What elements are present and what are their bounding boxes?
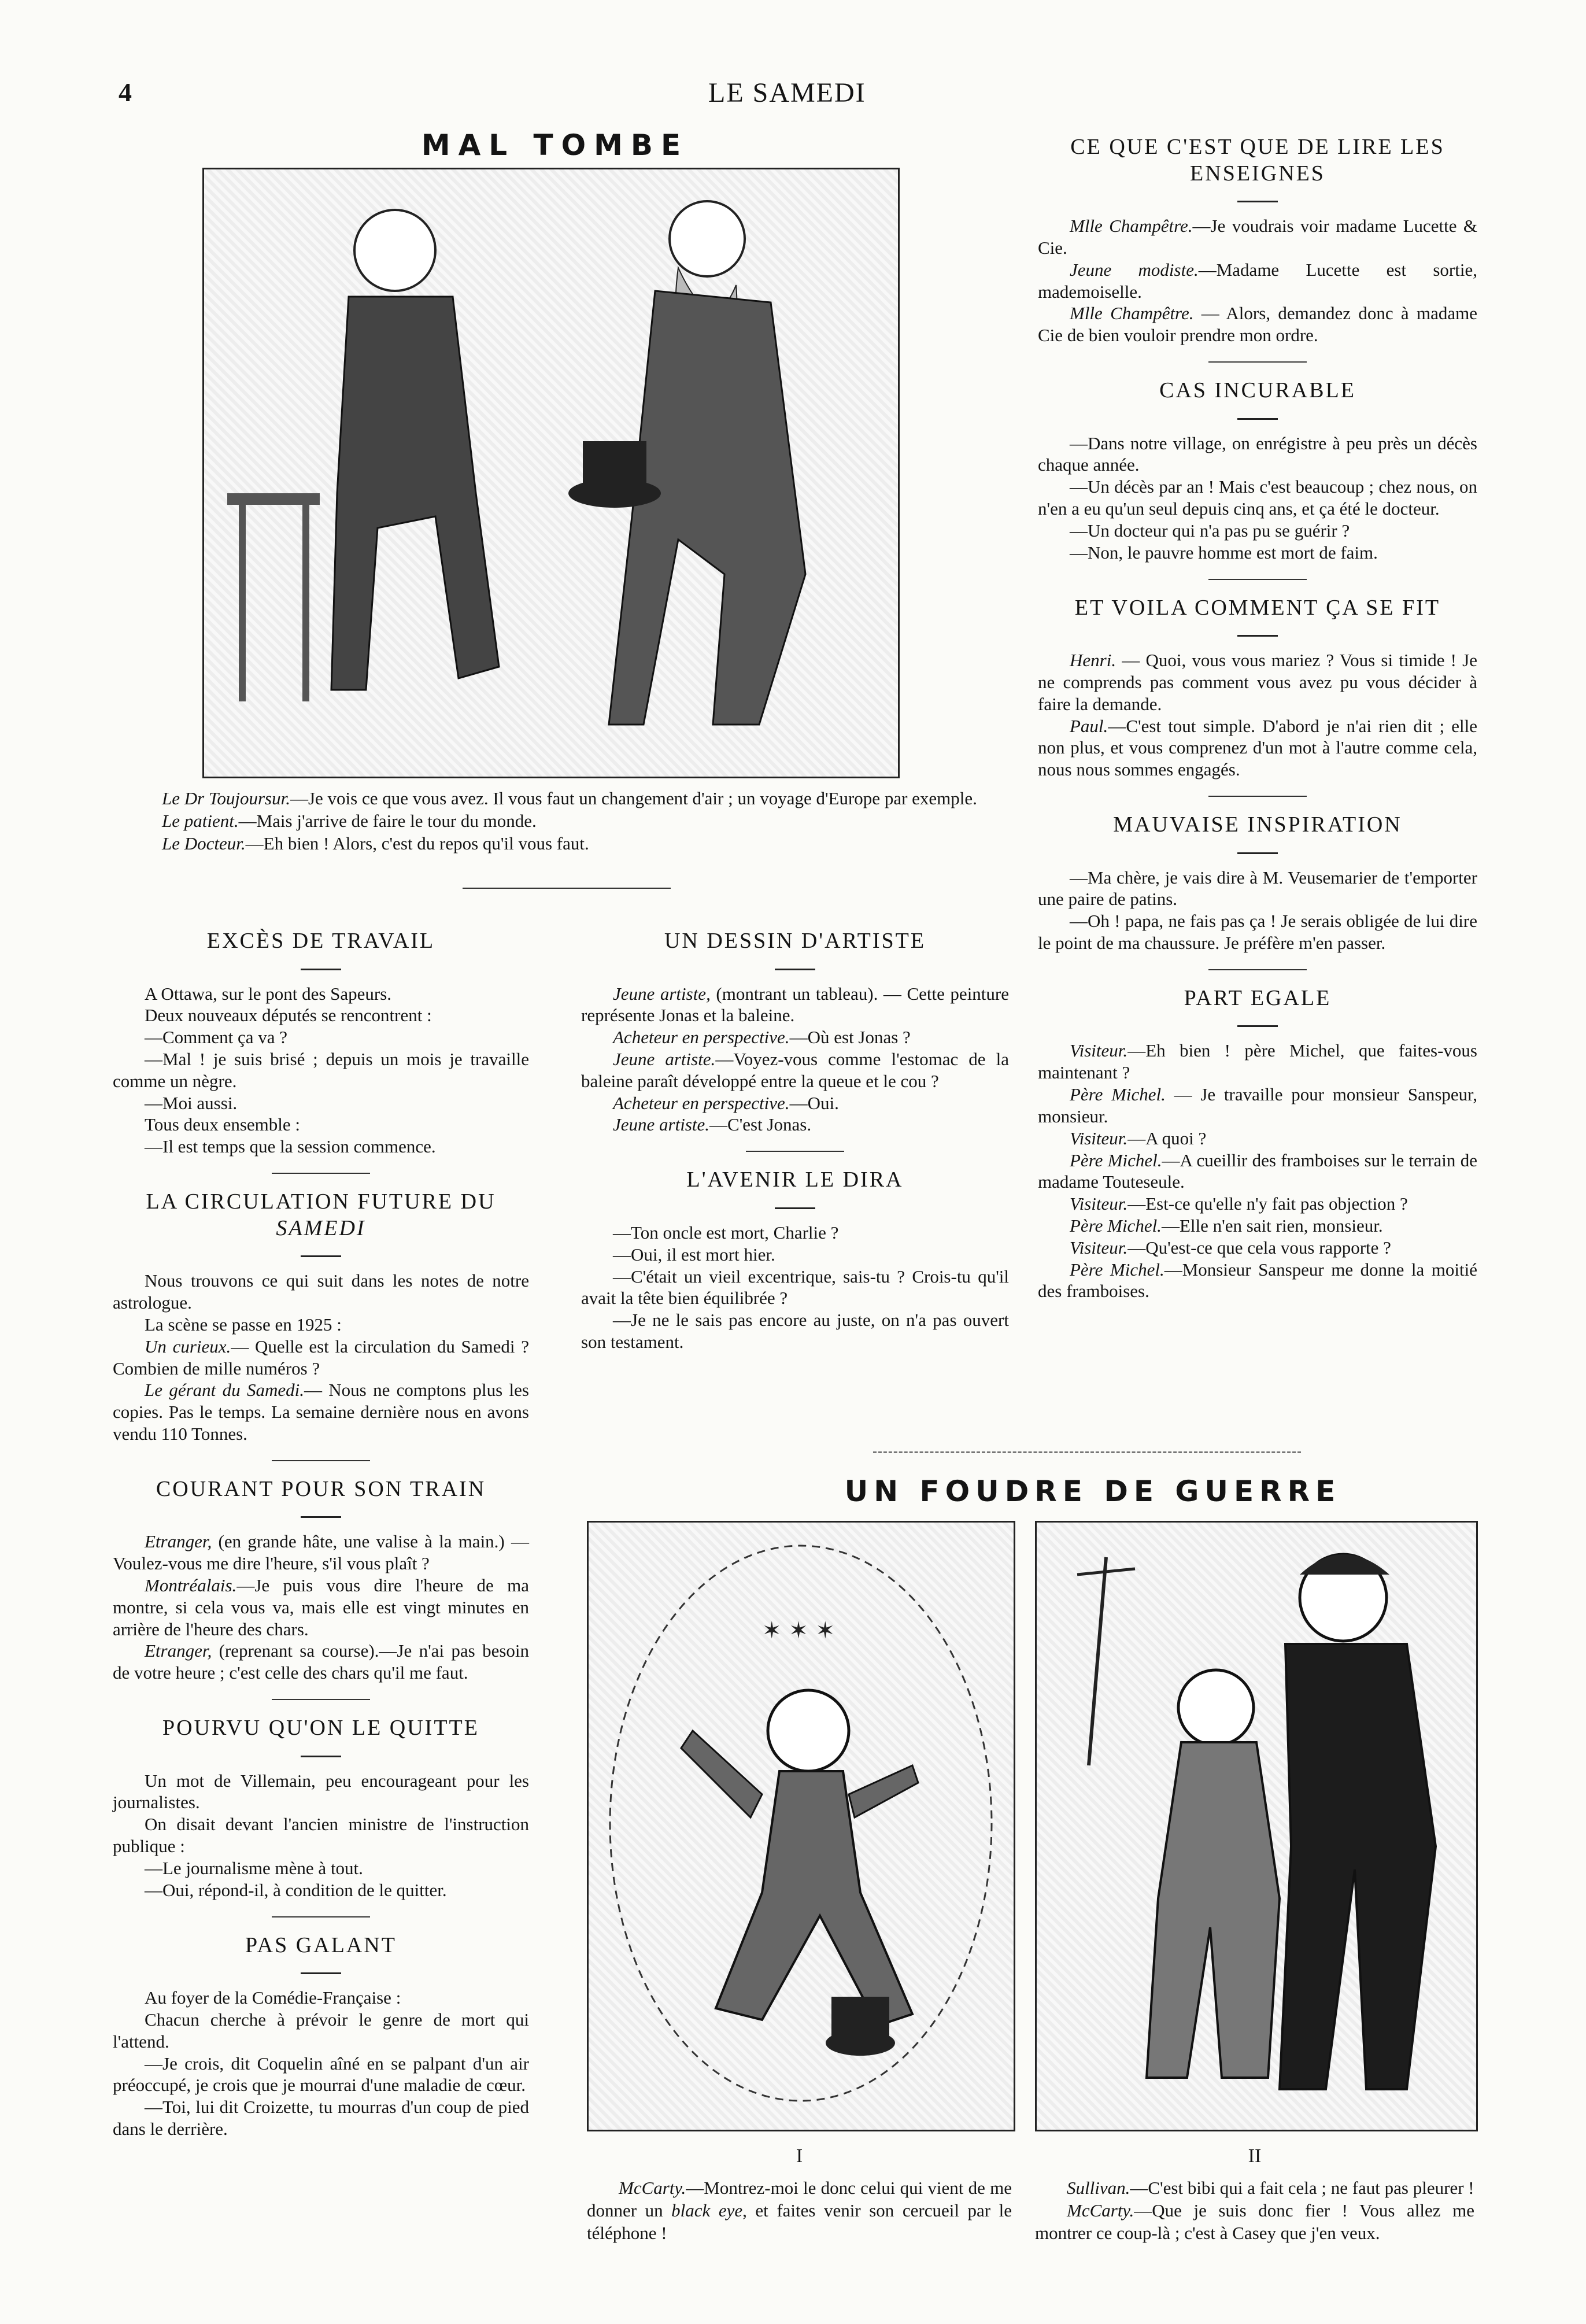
dessin-body [581, 983, 1009, 1136]
text-line: Jeune artiste.—Voyez-vous comme l'estomac de la baleine paraît développé entre la queue et le cou ? [581, 1049, 1009, 1091]
text-line: A Ottawa, sur le pont des Sapeurs. [145, 983, 392, 1004]
divider [272, 1173, 370, 1174]
caption-line-2: Le patient.—Mais j'arrive de faire le tour du monde. [162, 810, 537, 831]
cartoon-two-men [1037, 1523, 1476, 2130]
text-line: Père Michel.—Monsieur Sanspeur me donne la moitié des framboises. [1038, 1259, 1478, 1302]
voila-title: ET VOILA COMMENT ÇA SE FIT [1074, 595, 1441, 620]
text-line: Le gérant du Samedi.— Nous ne comptons plus les copies. Pas le temps. La semaine dernière nous en avons vendu 110 Tonnes. [113, 1380, 529, 1444]
avenir-title: L'AVENIR LE DIRA [686, 1167, 904, 1192]
pourvu-title: POURVU QU'ON LE QUITTE [162, 1716, 479, 1741]
title-italic: SAMEDI [276, 1215, 366, 1240]
divider [873, 1451, 1301, 1453]
exces-title: EXCÈS DE TRAVAIL [206, 929, 435, 953]
text-line: Visiteur.—A quoi ? [1070, 1128, 1207, 1148]
text-line: Acheteur en perspective.—Où est Jonas ? [613, 1027, 911, 1048]
divider [1237, 201, 1278, 202]
divider [463, 888, 671, 889]
text-line: Père Michel.—A cueillir des framboises sur le terrain de madame Touteseule. [1038, 1150, 1477, 1192]
divider [301, 1516, 341, 1518]
caption-line-1: Le Dr Toujoursur.—Je vois ce que vous avez. Il vous faut un changement d'air ; un voyage d'Europe par exemple. [162, 788, 977, 808]
divider [301, 1756, 341, 1757]
divider [746, 1151, 844, 1152]
mauvaise-title: MAUVAISE INSPIRATION [1113, 812, 1402, 837]
page-number: 4 [119, 77, 132, 107]
divider [1208, 796, 1307, 797]
text-line: Visiteur.—Qu'est-ce que cela vous rapporte ? [1070, 1237, 1391, 1258]
mal-tombe-title: MAL TOMBE [421, 128, 689, 162]
text-line: Jeune artiste, (montrant un tableau). — Cette peinture représente Jonas et la baleine. [581, 983, 1009, 1026]
text-line: —Ma chère, je vais dire à M. Veusemarier de t'emporter une paire de patins. [1038, 867, 1477, 910]
divider [1208, 579, 1307, 580]
text-line: Paul.—C'est tout simple. D'abord je n'ai rien dit ; elle non plus, et vous comprenez d'un mot à l'autre comme cela, nous nous sommes engagés. [1038, 715, 1477, 780]
text-line: Jeune artiste.—C'est Jonas. [613, 1114, 812, 1135]
text-line: —Un docteur qui n'a pas pu se guérir ? [1070, 520, 1350, 541]
text-line: —Il est temps que la session commence. [145, 1136, 436, 1157]
divider [1237, 635, 1278, 637]
text-line: Visiteur.—Eh bien ! père Michel, que faites-vous maintenant ? [1038, 1040, 1477, 1083]
divider [272, 1916, 370, 1917]
text-line: —Ton oncle est mort, Charlie ? [613, 1222, 839, 1243]
middle-column [581, 928, 1009, 1353]
left-column [113, 928, 529, 2140]
text-line: Etranger, (reprenant sa course).—Je n'ai pas besoin de votre heure ; c'est celle des chars qu'il me faut. [113, 1641, 529, 1683]
right-column [1038, 134, 1477, 1302]
divider [301, 1255, 341, 1257]
text-line: Mlle Champêtre.—Je voudrais voir madame Lucette & Cie. [1038, 216, 1477, 258]
caption-line: McCarty.—Montrez-moi le donc celui qui vient de me donner un black eye, et faites venir son cercueil par le téléphone ! [587, 2178, 1012, 2243]
mal-tombe-caption [130, 788, 1009, 855]
svg-text:✶ ✶ ✶: ✶ ✶ ✶ [762, 1617, 835, 1644]
text-line: Père Michel.—Elle n'en sait rien, monsieur. [1070, 1215, 1383, 1236]
divider [1237, 1025, 1278, 1027]
foudre-panel-1-illustration [587, 1521, 1015, 2131]
panel-2-caption [1035, 2177, 1474, 2244]
galant-title: PAS GALANT [245, 1933, 397, 1957]
incurable-title: CAS INCURABLE [1159, 378, 1356, 403]
incurable-body [1038, 433, 1477, 564]
text-line: Au foyer de la Comédie-Française : [145, 1987, 401, 2008]
text-line: Un curieux.— Quelle est la circulation du Samedi ? Combien de mille numéros ? [113, 1336, 529, 1379]
text-line: Acheteur en perspective.—Oui. [613, 1092, 839, 1113]
dessin-title: UN DESSIN D'ARTISTE [664, 929, 926, 953]
exces-body [113, 983, 529, 1158]
egale-body [1038, 1040, 1477, 1302]
text-line: Visiteur.—Est-ce qu'elle n'y fait pas objection ? [1070, 1194, 1408, 1214]
cartoon-dazed-man [589, 1523, 1014, 2130]
text-line: Mlle Champêtre. — Alors, demandez donc à madame Cie de bien vouloir prendre mon ordre. [1038, 303, 1477, 346]
title-text: LA CIRCULATION FUTURE DU [146, 1189, 496, 1214]
caption-line: Sullivan.—C'est bibi qui a fait cela ; ne faut pas pleurer ! [1067, 2178, 1474, 2198]
text-line: —Dans notre village, on enrégistre à peu près un décès chaque année. [1038, 433, 1477, 475]
mauvaise-body [1038, 867, 1477, 954]
text-line: Jeune modiste.—Madame Lucette est sortie, mademoiselle. [1038, 259, 1477, 302]
text-line: Père Michel. — Je travaille pour monsieur Sanspeur, monsieur. [1038, 1084, 1478, 1126]
journal-title: LE SAMEDI [708, 77, 866, 108]
divider [1208, 969, 1307, 970]
text-line: Un mot de Villemain, peu encourageant pour les journalistes. [113, 1770, 529, 1813]
text-line: —Oui, répond-il, à condition de le quitter. [145, 1879, 447, 1900]
text-line: —Mal ! je suis brisé ; depuis un mois je travaille comme un nègre. [113, 1049, 529, 1091]
galant-body [113, 1987, 529, 2140]
text-line: —Moi aussi. [145, 1092, 238, 1113]
text-line: On disait devant l'ancien ministre de l'instruction publique : [113, 1814, 529, 1857]
text-line: —Non, le pauvre homme est mort de faim. [1070, 542, 1378, 563]
text-line: Nous trouvons ce qui suit dans les notes de notre astrologue. [113, 1270, 529, 1313]
panel-1-caption [587, 2177, 1012, 2244]
foudre-title: UN FOUDRE DE GUERRE [844, 1475, 1341, 1508]
circulation-body [113, 1270, 529, 1445]
text-line: —Un décès par an ! Mais c'est beaucoup ; chez nous, on n'en a eu qu'un seul depuis cinq ans, et ça été le docteur. [1038, 476, 1477, 519]
divider [1237, 852, 1278, 854]
mal-tombe-illustration [202, 168, 900, 778]
text-line: —Oui, il est mort hier. [613, 1244, 775, 1265]
text-line: —Toi, lui dit Croizette, tu mourras d'un coup de pied dans le derrière. [113, 2097, 529, 2139]
avenir-body [581, 1222, 1009, 1353]
text-line: —Comment ça va ? [145, 1027, 288, 1048]
enseignes-title: CE QUE C'EST QUE DE LIRE LES ENSEIGNES [1070, 135, 1445, 186]
text-line: —Je ne le sais pas encore au juste, on n'a pas ouvert son testament. [581, 1310, 1009, 1352]
text-line: —C'était un vieil excentrique, sais-tu ? Crois-tu qu'il avait la tête bien équilibrée ? [581, 1266, 1009, 1309]
text-line: Tous deux ensemble : [145, 1114, 301, 1135]
text-line: Montréalais.—Je puis vous dire l'heure de ma montre, si cela vous va, mais elle est vingt minutes en arrière de l'heure des chars. [113, 1575, 529, 1639]
text-line: —Le journalisme mène à tout. [145, 1857, 363, 1878]
caption-line-3: Le Docteur.—Eh bien ! Alors, c'est du repos qu'il vous faut. [162, 833, 589, 854]
text-line: La scène se passe en 1925 : [145, 1314, 342, 1335]
pourvu-body [113, 1770, 529, 1901]
panel-2-numeral: II [1248, 2145, 1262, 2167]
text-line: Deux nouveaux députés se rencontrent : [145, 1005, 432, 1026]
divider [775, 1207, 815, 1209]
text-line: Chacun cherche à prévoir le genre de mort qui l'attend. [113, 2009, 529, 2052]
divider [1237, 418, 1278, 420]
divider [301, 1972, 341, 1974]
courant-body [113, 1531, 529, 1684]
divider [272, 1460, 370, 1461]
foudre-panel-2-illustration [1035, 1521, 1478, 2131]
courant-title: COURANT POUR SON TRAIN [156, 1476, 486, 1501]
circulation-title [113, 1189, 529, 1242]
panel-1-numeral: I [796, 2145, 803, 2167]
text-line: —Je crois, dit Coquelin aîné en se palpant d'un air préoccupé, je crois que je mourrai d'une maladie de cœur. [113, 2053, 529, 2096]
voila-body [1038, 649, 1477, 781]
text-line: Etranger, (en grande hâte, une valise à la main.) —Voulez-vous me dire l'heure, s'il vous plaît ? [113, 1531, 529, 1574]
engraving-doctor-patient [204, 169, 898, 777]
divider [301, 969, 341, 970]
egale-title: PART EGALE [1184, 985, 1332, 1010]
enseignes-body [1038, 215, 1477, 346]
caption-line: McCarty.—Que je suis donc fier ! Vous allez me montrer ce coup-là ; c'est à Casey que j'en veux. [1035, 2200, 1474, 2243]
text-line: —Oh ! papa, ne fais pas ça ! Je serais obligée de lui dire le point de ma chaussure. Je préfère m'en passer. [1038, 911, 1477, 954]
divider [1208, 361, 1307, 363]
divider [775, 969, 815, 970]
divider [272, 1699, 370, 1700]
text-line: Henri. — Quoi, vous vous mariez ? Vous si timide ! Je ne comprends pas comment vous avez pu vous décider à faire la demande. [1038, 650, 1477, 714]
